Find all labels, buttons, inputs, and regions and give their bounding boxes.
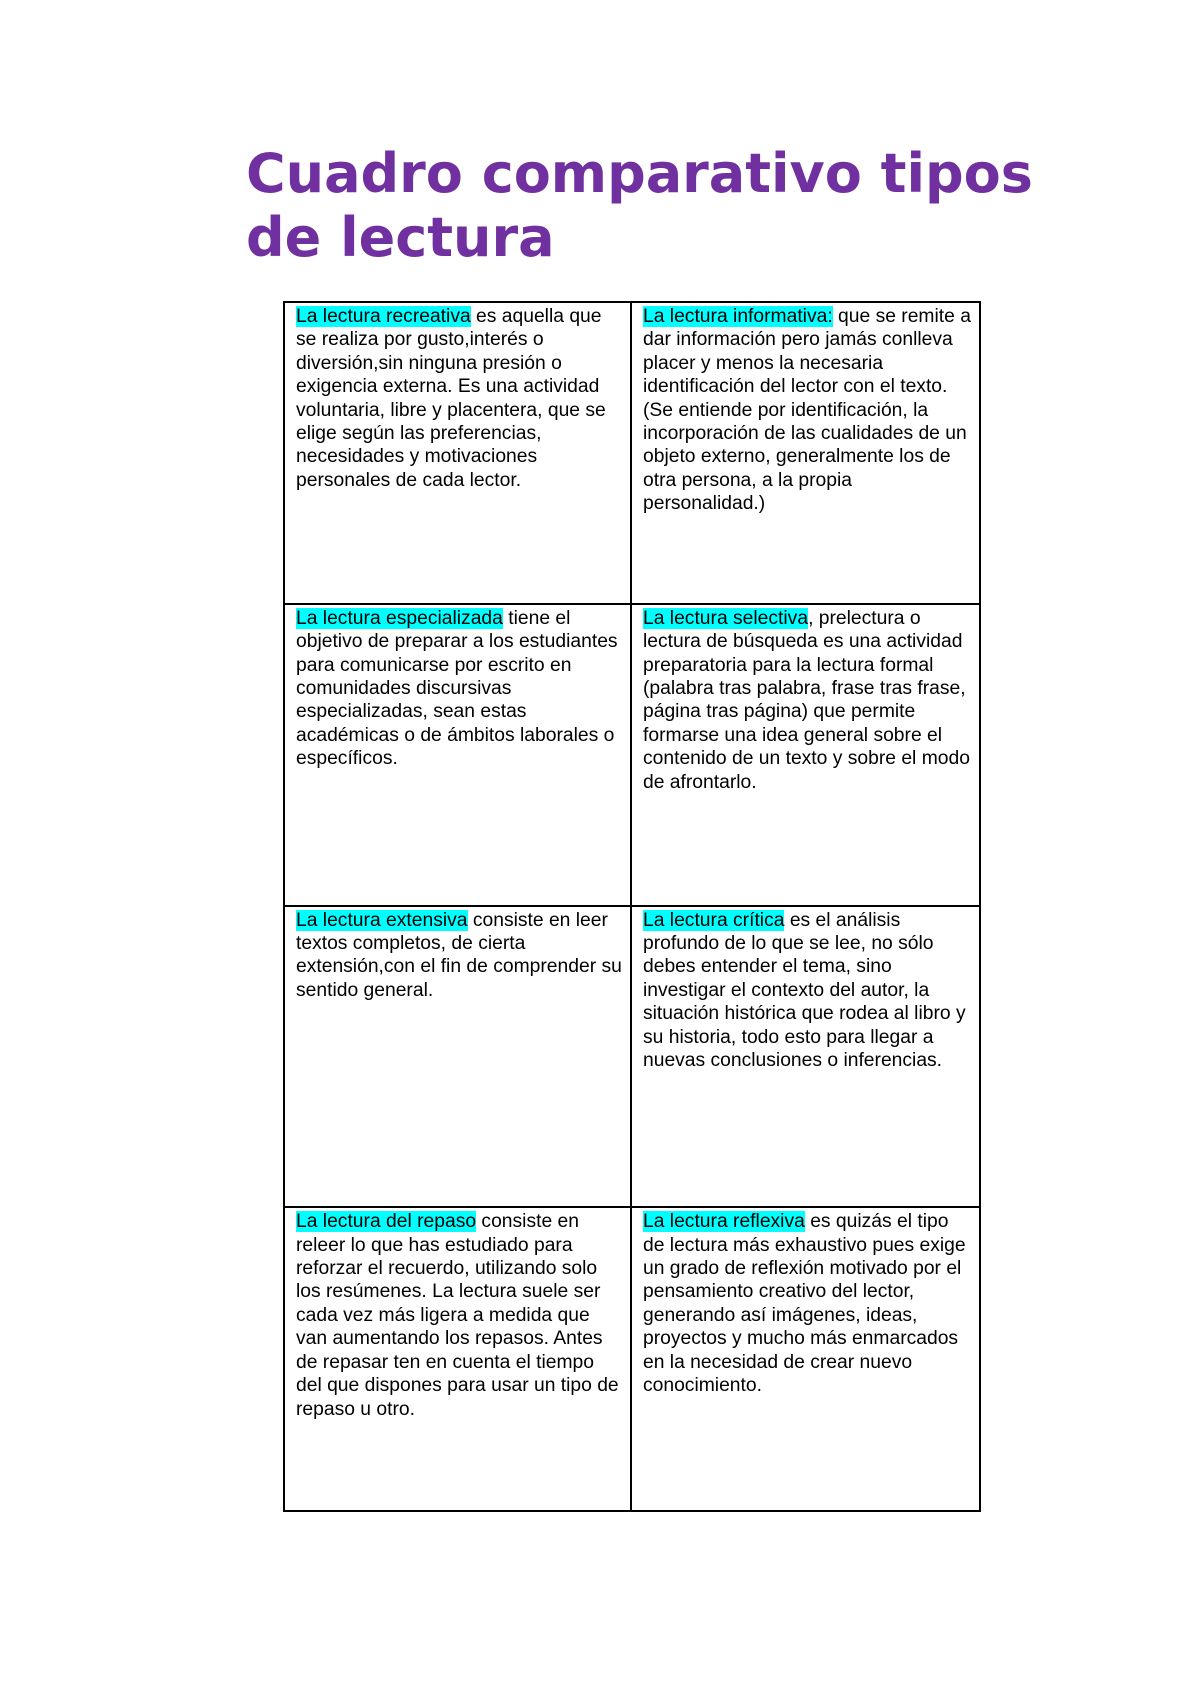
highlighted-term: La lectura reflexiva xyxy=(643,1211,805,1233)
cell-description: consiste en leer textos completos, de cierta extensión,con el fin de comprender su sentido general. xyxy=(296,909,622,1001)
cell-description: es el análisis profundo de lo que se lee, no sólo debes entender el tema, sino investigar el contexto del autor, la situación histórica que rodea al libro y su historia, todo esto para llegar a nuevas conclusiones o inferencias. xyxy=(643,909,966,1071)
cell-description: que se remite a dar información pero jamás conlleva placer y menos la necesaria identificación del lector con el texto. (Se entiende por identificación, la incorporación de las cualidades de un objeto externo, generalmente los de otra persona, a la propia personalidad.) xyxy=(643,306,971,515)
table-cell-especializada xyxy=(285,605,632,907)
highlighted-term: La lectura crítica xyxy=(643,909,785,931)
table-cell-critica xyxy=(632,907,979,1209)
highlighted-term: La lectura recreativa xyxy=(296,306,471,327)
table-cell-informativa xyxy=(632,303,979,605)
highlighted-term: La lectura selectiva xyxy=(643,607,809,629)
cell-description: es quizás el tipo de lectura más exhaustivo pues exige un grado de reflexión motivado por el pensamiento creativo del lector, generando así imágenes, ideas, proyectos y mucho más enmarcados en la necesidad de crear nuevo conocimiento. xyxy=(643,1211,966,1397)
cell-description: consiste en releer lo que has estudiado para reforzar el recuerdo, utilizando solo los resúmenes. La lectura suele ser cada vez más ligera a medida que van aumentando los repasos. Antes de repasar ten en cuenta el tiempo del que dispones para usar un tipo de repaso u otro. xyxy=(296,1211,619,1420)
cell-description: es aquella que se realiza por gusto,interés o diversión,sin ninguna presión o exigencia externa. Es una actividad voluntaria, libre y placentera, que se elige según las preferencias, necesidades y motivaciones personales de cada lector. xyxy=(296,306,606,491)
cell-description: tiene el objetivo de preparar a los estudiantes para comunicarse por escrito en comunidades discursivas especializadas, sean estas académicas o de ámbitos laborales o específicos. xyxy=(296,607,618,770)
highlighted-term: La lectura especializada xyxy=(296,607,503,629)
highlighted-term: La lectura informativa: xyxy=(643,306,833,327)
table-cell-repaso xyxy=(285,1208,632,1510)
table-cell-recreativa xyxy=(285,303,632,605)
page-title: Cuadro comparativo tipos de lectura xyxy=(246,142,1033,269)
highlighted-term: La lectura del repaso xyxy=(296,1211,477,1233)
highlighted-term: La lectura extensiva xyxy=(296,909,468,931)
table-cell-reflexiva xyxy=(632,1208,979,1510)
table-cell-selectiva xyxy=(632,605,979,907)
cell-description: , prelectura o lectura de búsqueda es una actividad preparatoria para la lectura formal (palabra tras palabra, frase tras frase, página tras página) que permite formarse una idea general sobre el contenido de un texto y sobre el modo de afrontarlo. xyxy=(643,607,970,793)
comparison-table xyxy=(283,301,981,1512)
table-cell-extensiva xyxy=(285,907,632,1209)
